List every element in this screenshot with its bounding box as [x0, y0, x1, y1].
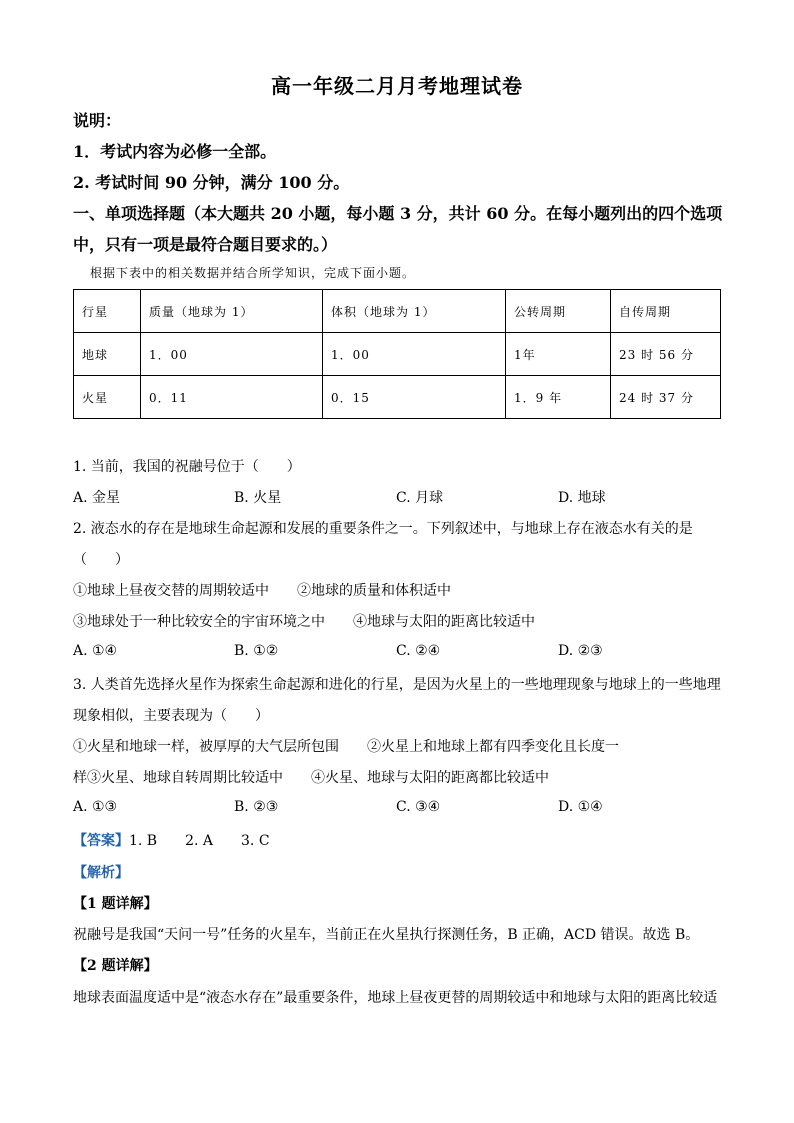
- question-3-option-b: B. ②③: [234, 799, 279, 815]
- question-3-option-c: C. ③④: [396, 799, 441, 815]
- table-intro: 根据下表中的相关数据并结合所学知识，完成下面小题。: [90, 266, 416, 280]
- table-cell: 1．00: [141, 333, 323, 376]
- table-header-cell: 体积（地球为 1）: [323, 290, 506, 333]
- question-1-option-c: C. 月球: [396, 490, 444, 506]
- table-row: [74, 333, 721, 376]
- analysis-q2-label: 【2 题详解】: [73, 958, 158, 974]
- table-header-cell: 质量（地球为 1）: [141, 290, 323, 333]
- analysis-q1-text: 祝融号是我国“天问一号”任务的火星车，当前正在火星执行探测任务，B 正确，ACD 错误。故选 B。: [73, 927, 700, 943]
- question-1-option-d: D. 地球: [558, 490, 606, 506]
- section-heading-line-2: 中，只有一项是最符合题目要求的。）: [73, 235, 338, 254]
- page-title: 高一年级二月月考地理试卷: [271, 74, 523, 98]
- question-2-option-c: C. ②④: [396, 643, 441, 659]
- table-header-row: [74, 290, 721, 333]
- table-cell: 1．00: [323, 333, 506, 376]
- table-header-cell: 自传周期: [611, 290, 721, 333]
- question-3-statements-line-2: 样③火星、地球自转周期比较适中 ④火星、地球与太阳的距离都比较适中: [73, 770, 549, 786]
- question-2-stem-line-2: （ ）: [73, 552, 129, 568]
- notes-heading: 说明：: [73, 111, 122, 130]
- table-cell: 24 时 37 分: [611, 376, 721, 419]
- question-3-option-a: A. ①③: [73, 799, 118, 815]
- question-2-statements-line-1: ①地球上昼夜交替的周期较适中 ②地球的质量和体积适中: [73, 583, 451, 599]
- table-header-cell: 公转周期: [506, 290, 611, 333]
- answer-line: [73, 830, 270, 850]
- table-cell: 0．11: [141, 376, 323, 419]
- question-2-option-d: D. ②③: [558, 643, 603, 659]
- question-1-option-b: B. 火星: [234, 490, 282, 506]
- question-3-option-d: D. ①④: [558, 799, 603, 815]
- question-2-stem-line-1: 2. 液态水的存在是地球生命起源和发展的重要条件之一。下列叙述中，与地球上存在液态水有关的是: [73, 521, 693, 537]
- question-3-statements-line-1: ①火星和地球一样，被厚厚的大气层所包围 ②火星上和地球上都有四季变化且长度一: [73, 739, 619, 755]
- table-cell: 1．9 年: [506, 376, 611, 419]
- table-cell: 23 时 56 分: [611, 333, 721, 376]
- section-heading-line-1: 一、单项选择题（本大题共 20 小题，每小题 3 分，共计 60 分。在每小题列出的四个选项: [73, 204, 723, 223]
- question-3-stem-line-1: 3. 人类首先选择火星作为探索生命起源和进化的行星，是因为火星上的一些地理现象与地球上的一些地理: [73, 677, 721, 693]
- planet-data-table: [73, 289, 721, 419]
- question-1-stem: 1. 当前，我国的祝融号位于（ ）: [73, 459, 301, 475]
- notes-item-2: 2. 考试时间 90 分钟，满分 100 分。: [73, 173, 350, 192]
- table-cell: 地球: [74, 333, 141, 376]
- question-2-option-b: B. ①②: [234, 643, 279, 659]
- answer-label: 【答案】: [73, 833, 129, 849]
- table-row: [74, 376, 721, 419]
- analysis-label: 【解析】: [73, 865, 129, 881]
- question-2-statements-line-2: ③地球处于一种比较安全的宇宙环境之中 ④地球与太阳的距离比较适中: [73, 614, 535, 630]
- analysis-q2-text: 地球表面温度适中是“液态水存在”最重要条件，地球上昼夜更替的周期较适中和地球与太阳的距离比较适: [73, 990, 718, 1006]
- table-cell: 火星: [74, 376, 141, 419]
- question-1-option-a: A. 金星: [73, 490, 121, 506]
- table-header-cell: 行星: [74, 290, 141, 333]
- notes-item-1: 1．考试内容为必修一全部。: [73, 142, 277, 161]
- table-cell: 1年: [506, 333, 611, 376]
- analysis-q1-label: 【1 题详解】: [73, 896, 158, 912]
- answer-text: 1. B 2. A 3. C: [129, 833, 270, 849]
- question-3-stem-line-2: 现象相似，主要表现为（ ）: [73, 708, 269, 724]
- table-cell: 0．15: [323, 376, 506, 419]
- question-2-option-a: A. ①④: [73, 643, 118, 659]
